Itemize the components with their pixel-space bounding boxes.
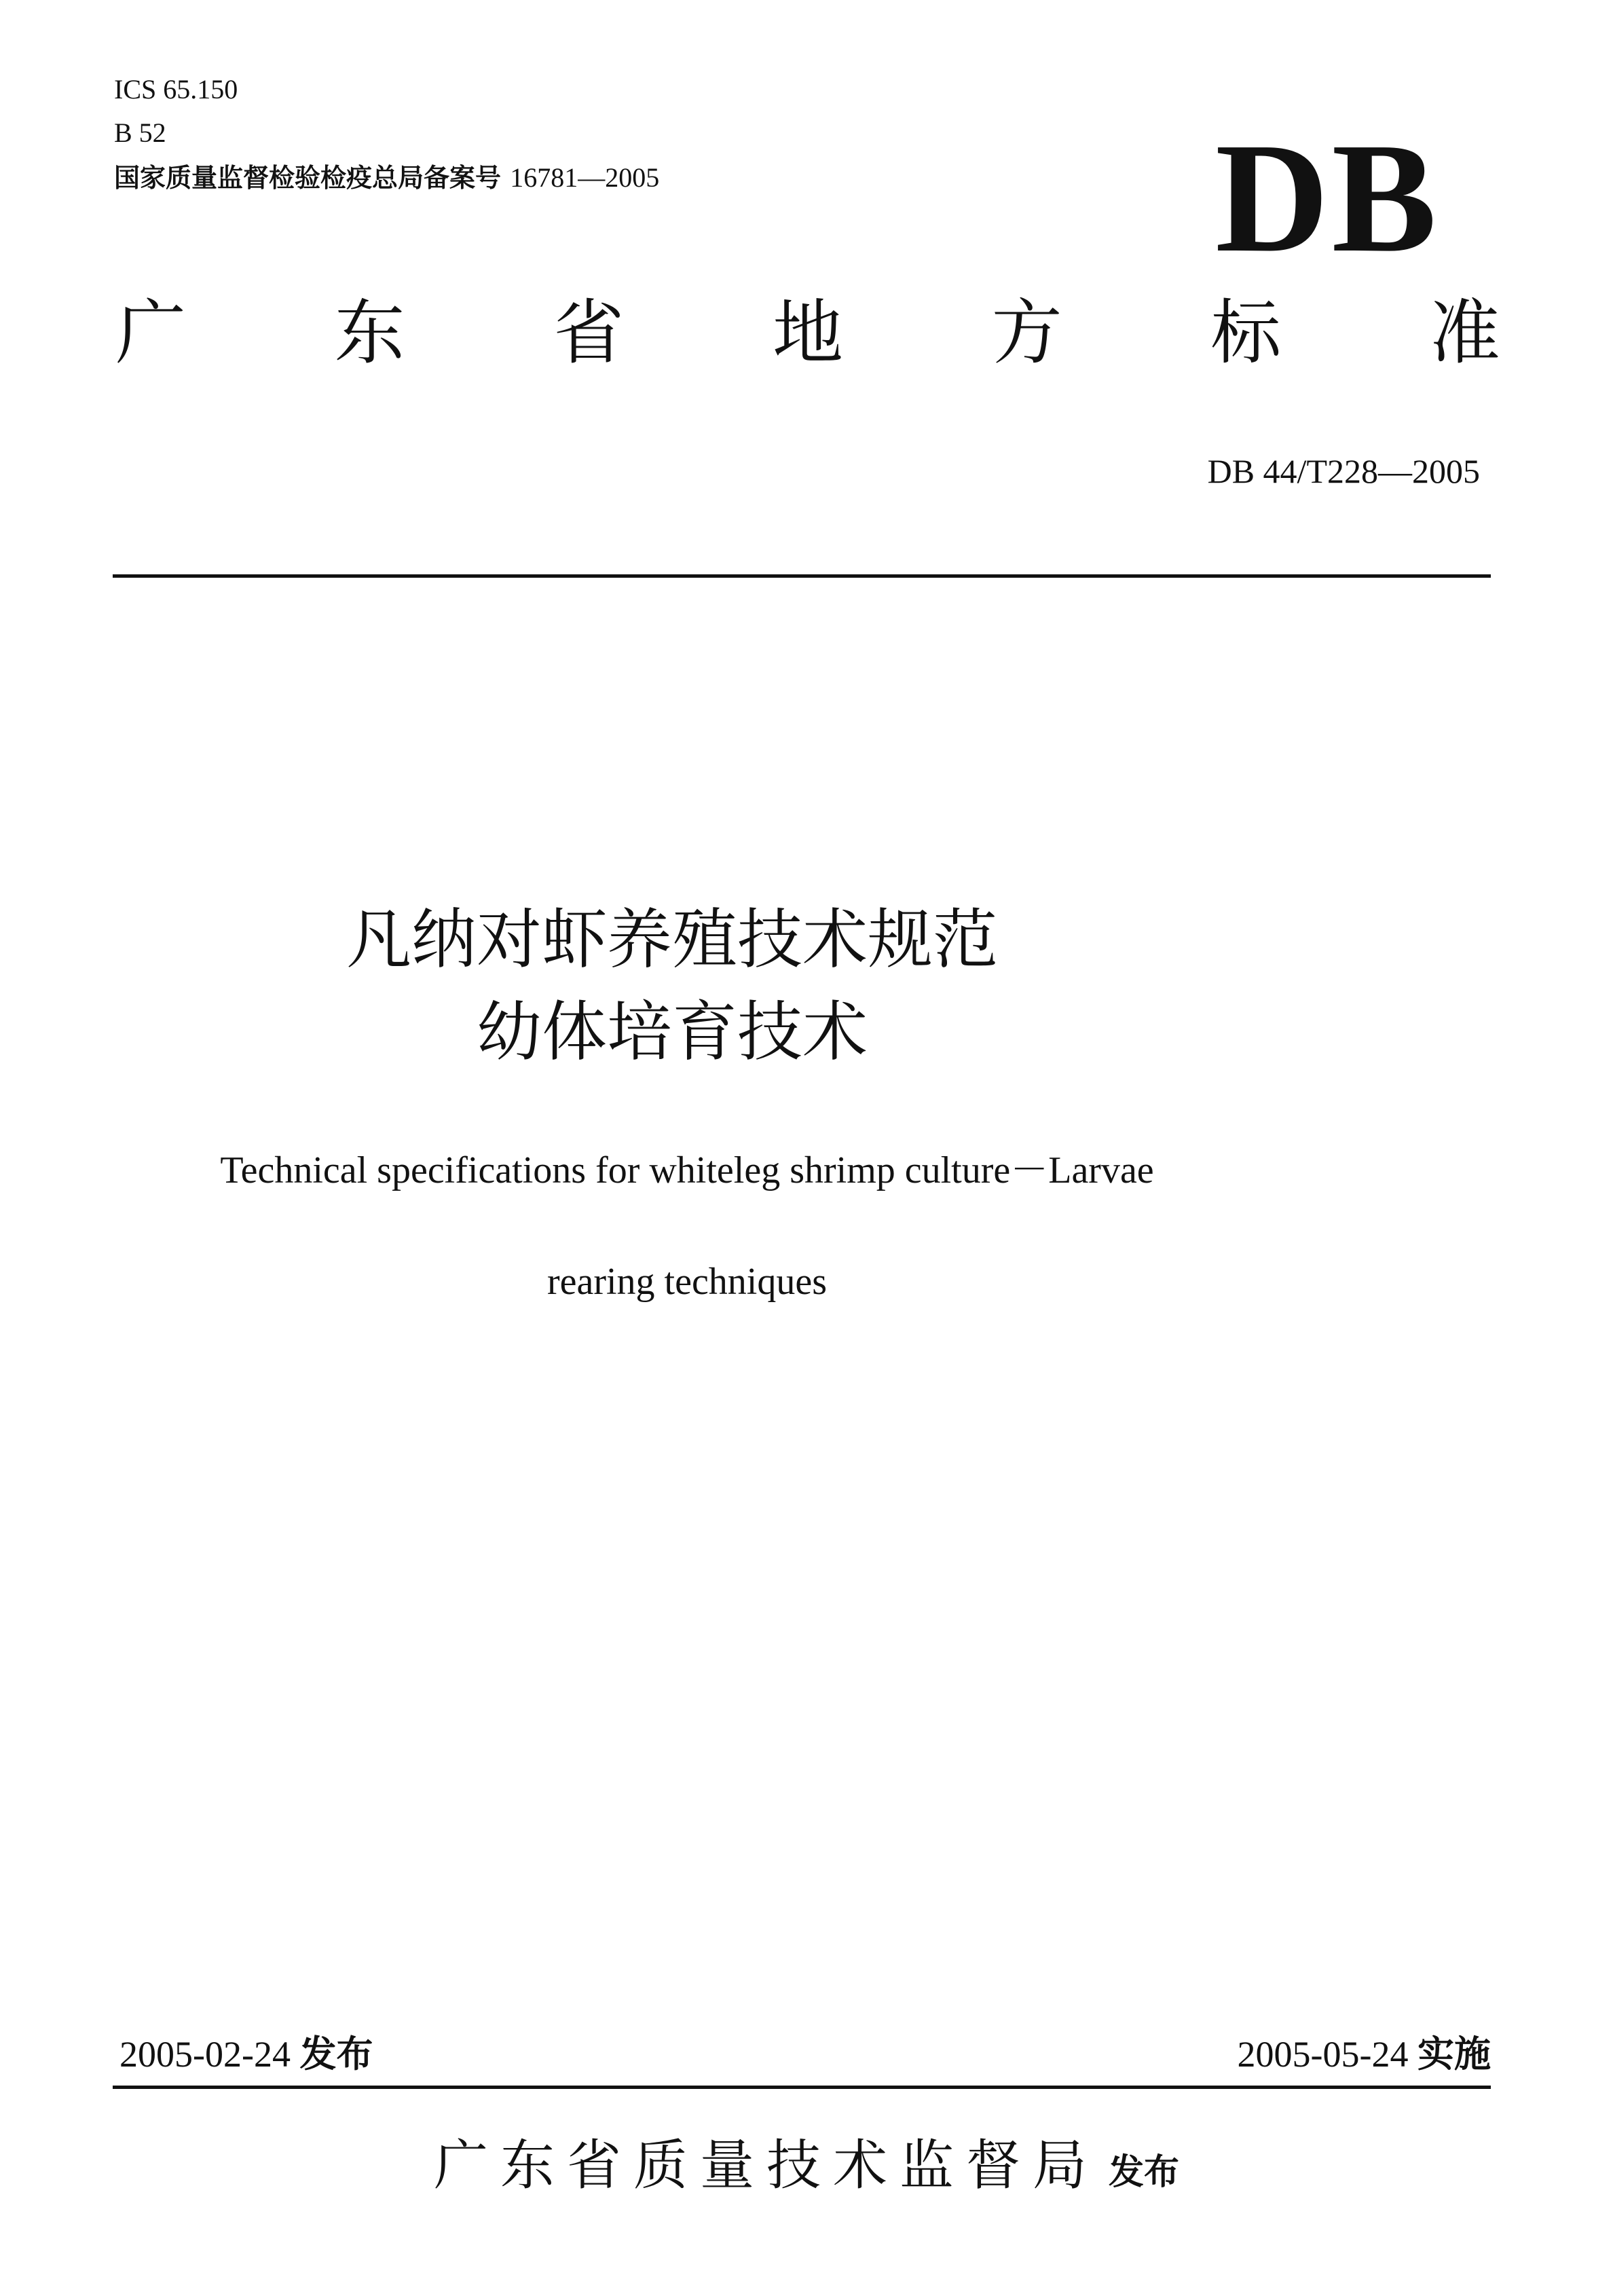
title-chinese-line-2: 幼体培育技术 [477, 994, 868, 1070]
standard-type-char: 东 [334, 291, 405, 374]
bottom-divider [113, 2086, 1491, 2089]
filing-number: 16781—2005 [510, 162, 660, 193]
publisher-name: 广东省质量技术监督局 [433, 2134, 1099, 2197]
publisher-suffix: 发布 [1108, 2152, 1179, 2193]
title-chinese-line-1: 凡纳对虾养殖技术规范 [346, 902, 998, 978]
standard-type-char: 地 [772, 291, 843, 374]
implementation-label: 实施 [1417, 2033, 1491, 2075]
issue-label: 发布 [299, 2033, 373, 2075]
db-logo: DB [1215, 111, 1440, 285]
ccs-code: B 52 [114, 117, 166, 148]
ics-code: ICS 65.150 [114, 74, 238, 105]
publisher-line [0, 2132, 1613, 2200]
standard-type-char: 省 [553, 291, 625, 374]
standard-type-heading [115, 292, 1500, 373]
top-divider [113, 574, 1491, 578]
standard-type-char: 方 [991, 291, 1062, 374]
issue-date-value: 2005-02-24 [119, 2034, 291, 2075]
implementation-date [1238, 2033, 1491, 2076]
standard-type-char: 准 [1429, 291, 1500, 374]
standard-type-char: 标 [1210, 291, 1282, 374]
standard-number: DB 44/T228—2005 [1207, 452, 1480, 490]
filing-label: 国家质量监督检验检疫总局备案号 [114, 163, 502, 193]
implementation-date-value: 2005-05-24 [1237, 2034, 1409, 2075]
title-english-line-2: rearing techniques [546, 1261, 828, 1303]
standard-type-char: 广 [115, 291, 187, 374]
issue-date [119, 2033, 373, 2076]
title-english-line-1: Technical specifications for whiteleg shrimp culture－Larvae [220, 1149, 1154, 1191]
filing-record [114, 162, 659, 194]
